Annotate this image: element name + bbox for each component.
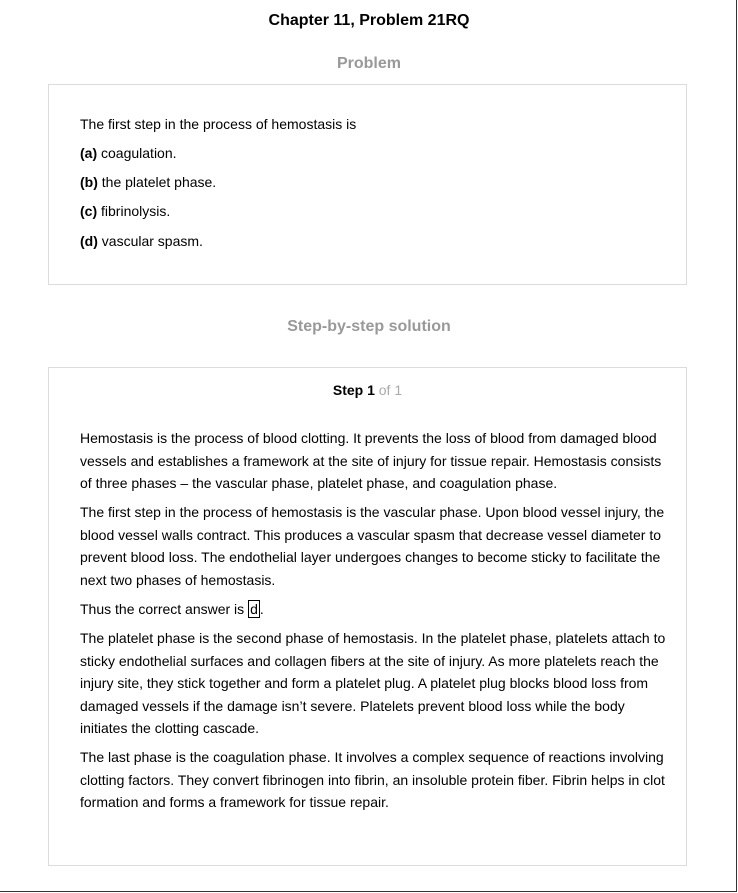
solution-paragraph-1: Hemostasis is the process of blood clotting. It prevents the loss of blood from damaged blood vessels and establishes a framework at the site of injury for tissue repair. Hemostasis consists of three phases – the vascular phase, platelet phase, and coagulation phase. bbox=[80, 430, 662, 492]
problem-box bbox=[48, 84, 687, 285]
answer-suffix: . bbox=[259, 601, 264, 617]
option-c-text: fibrinolysis. bbox=[101, 203, 171, 219]
option-d-text: vascular spasm. bbox=[101, 233, 203, 249]
answer-line bbox=[80, 598, 670, 621]
option-a-label: (a) bbox=[80, 145, 98, 161]
solution-heading: Step-by-step solution bbox=[287, 318, 451, 335]
option-d-label: (d) bbox=[80, 233, 98, 249]
solution-box bbox=[48, 367, 687, 866]
solution-paragraph-2: The first step in the process of hemostasis is the vascular phase. Upon blood vessel injury, the blood vessel walls contract. This produces a vascular spasm that decrease vessel diameter to prevent blood loss. The endothelial layer undergoes changes to become sticky to facilitate the next two phases of hemostasis. bbox=[80, 504, 665, 588]
solution-paragraph-3: The platelet phase is the second phase of hemostasis. In the platelet phase, platelets attach to sticky endothelial surfaces and collagen fibers at the site of injury. As more platelets reach the injury site, they stick together and form a platelet plug. A platelet plug blocks blood loss from damaged vessels if the damage isn’t severe. Platelets prevent blood loss while the body initiates the clotting cascade. bbox=[80, 630, 666, 737]
solution-paragraph-4: The last phase is the coagulation phase. It involves a complex sequence of reactions involving clotting factors. They convert fibrinogen into fibrin, an insoluble protein fiber. Fibrin helps in clot formation and forms a framework for tissue repair. bbox=[80, 749, 665, 811]
option-b-text: the platelet phase. bbox=[101, 174, 217, 190]
option-b-label: (b) bbox=[80, 174, 98, 190]
problem-question: The first step in the process of hemostasis is bbox=[80, 116, 357, 132]
chapter-title: Chapter 11, Problem 21RQ bbox=[268, 12, 470, 29]
option-a bbox=[80, 145, 177, 162]
option-c bbox=[80, 203, 170, 220]
option-d bbox=[80, 233, 203, 250]
option-b bbox=[80, 174, 216, 191]
option-a-text: coagulation. bbox=[101, 145, 177, 161]
option-c-label: (c) bbox=[80, 203, 98, 219]
answer-value: d bbox=[250, 601, 258, 617]
step-count: of 1 bbox=[378, 382, 403, 398]
answer-prefix: Thus the correct answer is bbox=[80, 601, 249, 617]
problem-heading: Problem bbox=[336, 55, 401, 72]
step-number: Step 1 bbox=[332, 382, 375, 398]
step-title bbox=[49, 382, 686, 398]
